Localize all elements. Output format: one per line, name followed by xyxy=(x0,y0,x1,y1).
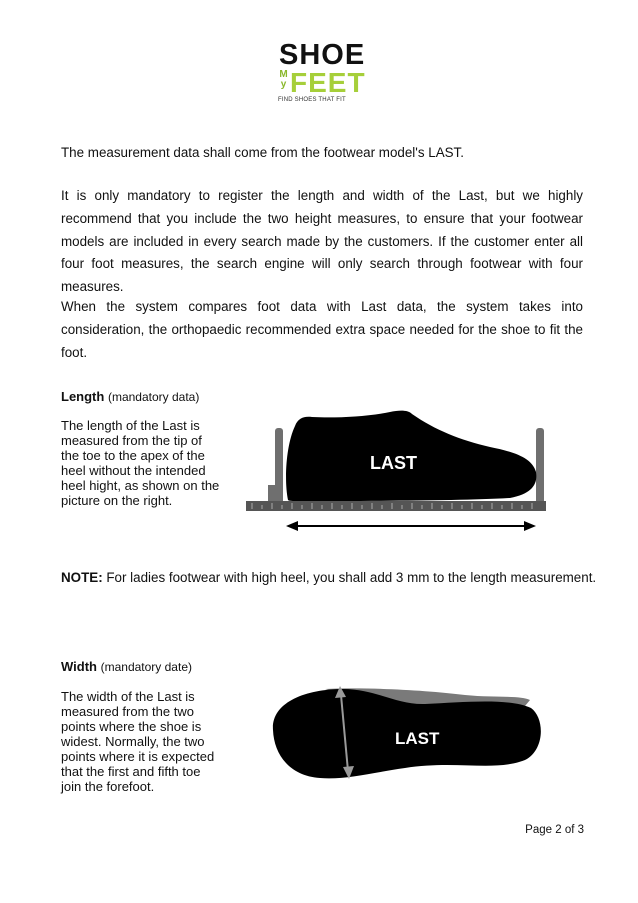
page-number: Page 2 of 3 xyxy=(525,824,584,836)
last-length-figure xyxy=(240,400,560,540)
length-description: The length of the Last is measured from the tip of the toe to the apex of the heel without the intended heel hight, as shown on the picture on the right. xyxy=(61,418,220,508)
note-text: For ladies footwear with high heel, you shall add 3 mm to the length measurement. xyxy=(102,570,597,585)
width-title: Width xyxy=(61,659,97,674)
intro-paragraph-2: It is only mandatory to register the length and width of the Last, but we highly recommend that you include the two height measures, to ensure that your footwear models are included in every search made by the customers. If the customer enter all four foot measures, the search engine will only search through footwear with four measures. xyxy=(61,188,583,295)
logo-tagline: FIND SHOES THAT FIT xyxy=(278,97,346,103)
right-stop-bar xyxy=(536,428,544,510)
last-width-figure xyxy=(255,680,555,785)
length-heading xyxy=(61,388,199,406)
width-subtitle: (mandatory date) xyxy=(100,660,192,674)
width-description: The width of the Last is measured from the two points where the shoe is widest. Normally, the two points where it is expected that the first and fifth toe join the forefoot. xyxy=(61,689,215,794)
logo-my-text: M y xyxy=(279,69,288,90)
logo-feet-text: FEET xyxy=(290,67,366,98)
last-label: LAST xyxy=(370,453,417,473)
logo xyxy=(276,40,376,106)
length-arrow-left-head xyxy=(286,521,298,531)
width-heading xyxy=(61,658,192,676)
note xyxy=(61,569,596,587)
note-label: NOTE: xyxy=(61,570,103,585)
width-last-label: LAST xyxy=(395,729,440,748)
left-stop-bar xyxy=(275,428,283,510)
length-subtitle: (mandatory data) xyxy=(107,390,200,404)
intro-paragraph-1: The measurement data shall come from the footwear model's LAST. xyxy=(61,145,464,160)
ruler xyxy=(246,501,546,511)
length-arrow-right-head xyxy=(524,521,536,531)
length-title: Length xyxy=(61,389,105,404)
intro-paragraph-3: When the system compares foot data with Last data, the system takes into consideration, the orthopaedic recommended extra space needed for the shoe to fit the foot. xyxy=(61,299,583,360)
logo-shoe-text: SHOE xyxy=(279,39,366,71)
